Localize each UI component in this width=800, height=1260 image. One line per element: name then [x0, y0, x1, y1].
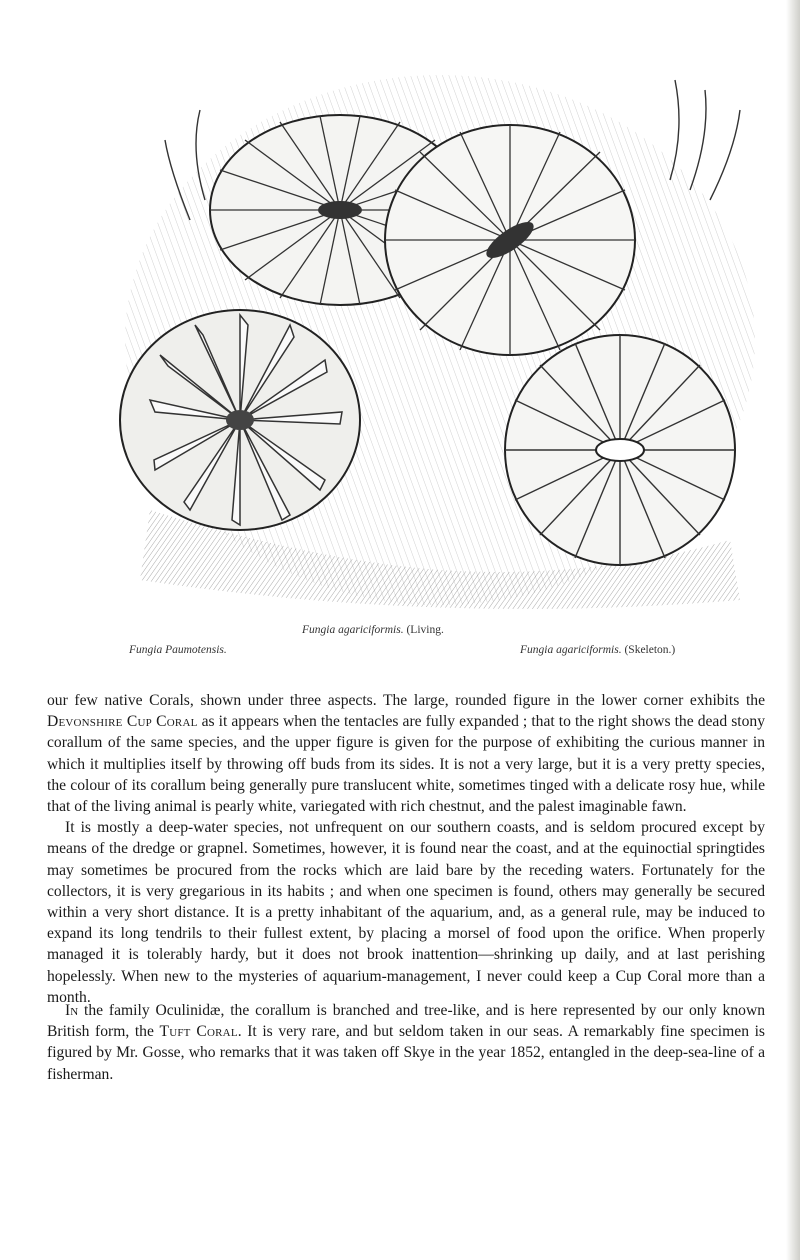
caption-center-note: (Living. [406, 624, 444, 636]
paragraph1-text-a: our few native Corals, shown under three aspects. The large, rounded figure in the lower corner exhibits the [47, 692, 765, 709]
coral-engraving [110, 40, 760, 620]
upper-right-coral [385, 125, 635, 355]
paragraph-cup-coral [47, 690, 765, 1008]
caption-center-species: Fungia agariciformis. [302, 624, 404, 636]
paragraph2-text-b: . It is very rare, and but seldom taken in our seas. A remarkably fine specimen is figured by Mr. Gosse, who remarks that it was taken off Skye in the year 1852, entangled in the deep-sea-line of a fisherman. [47, 1023, 765, 1083]
caption-center [302, 624, 444, 636]
paragraph1-text-c: It is mostly a deep-water species, not unfrequent on our southern coasts, and is seldom procured except by means of the dredge or grapnel. Sometimes, however, it is found near the coast, and at the equinoctial springtides may sometimes be procured from the rocks which are laid bare by the receding waters. Fortunately for the collectors, it is very gregarious in its habits ; and when one specimen is found, others may generally be secured within a very short distance. It is a pretty inhabitant of the aquarium, and, as a general rule, may be induced to expand its long tendrils to their fullest extent, by placing a morsel of food upon the orifice. When properly managed it is tolerably hardy, but it does not brook inattention—shrinking up daily, and at last perishing hopelessly. When new to the mysteries of aquarium-management, I never could keep a Cup Coral more than a month. [47, 819, 765, 1006]
lower-right-coral-skeleton [505, 335, 735, 565]
lower-left-coral-expanded [120, 310, 360, 530]
term-devonshire-cup-coral: Devonshire Cup Coral [47, 713, 198, 731]
paragraph2-lead-word: In [65, 1002, 79, 1019]
caption-right [520, 644, 675, 656]
term-tuft-coral: Tuft Coral [159, 1023, 238, 1041]
caption-right-species: Fungia agariciformis. [520, 644, 622, 656]
page-edge-shadow [786, 0, 800, 1260]
paragraph2-text-a: the family Oculinidæ, the corallum is branched and tree-like, and is here represented by our only known British form, the [47, 1002, 765, 1041]
caption-right-note: (Skeleton.) [624, 644, 676, 656]
paragraph-tuft-coral [47, 1000, 765, 1085]
paragraph1-text-b: as it appears when the tentacles are fully expanded ; that to the right shows the dead stony corallum of the same species, and the upper figure is given for the purpose of exhibiting the curious manner in which it multiplies itself by throwing off buds from its sides. It is not a very large, but it is a very pretty species, the colour of its corallum being generally pure translucent white, sometimes tinged with a delicate rosy hue, while that of the living animal is pearly white, variegated with rich chestnut, and the palest imaginable fawn. [47, 713, 765, 816]
caption-left: Fungia Paumotensis. [129, 644, 227, 656]
